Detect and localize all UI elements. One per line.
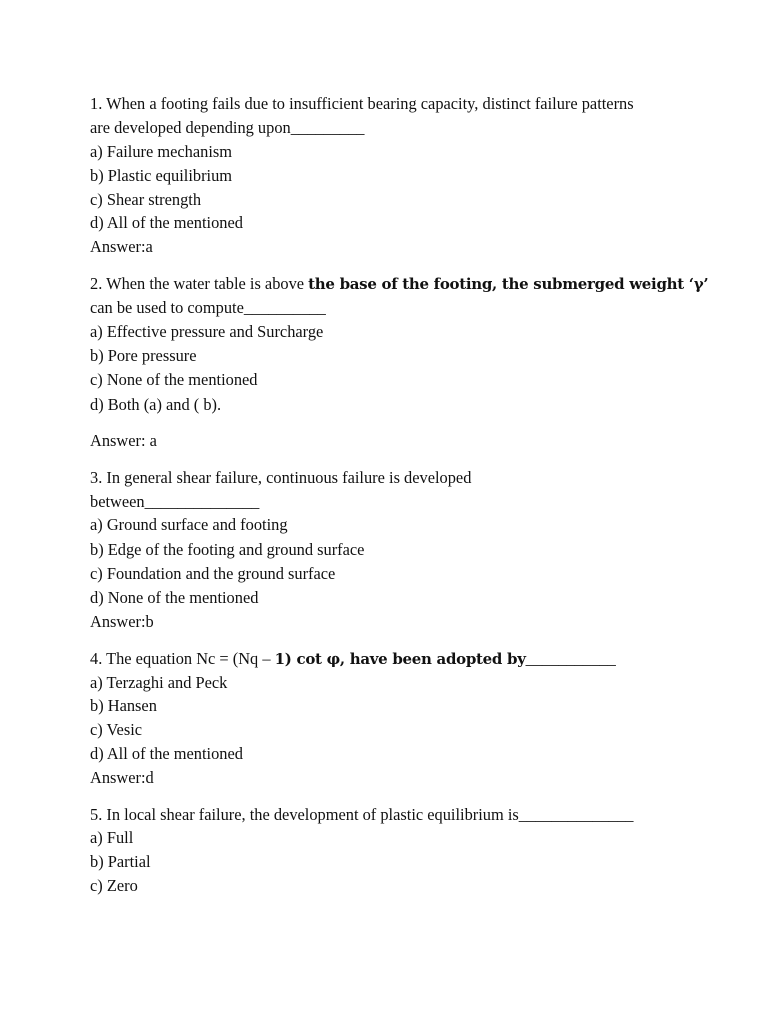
question-4-stem-bold: 1) cot φ, have been adopted by — [274, 650, 526, 668]
question-4-stem-plain: 4. The equation Nc = (Nq – — [90, 649, 275, 668]
question-3-stem-line-2: between______________ — [90, 492, 260, 511]
question-1-stem-line-1: 1. When a footing fails due to insufficient bearing capacity, distinct failure patterns — [90, 94, 634, 113]
question-3-option-b: b) Edge of the footing and ground surface — [90, 540, 365, 559]
question-2-stem-line-1 — [90, 274, 708, 294]
question-1-option-a: a) Failure mechanism — [90, 142, 233, 161]
question-2-stem-plain: 2. When the water table is above — [90, 274, 309, 293]
question-2-stem-line-2: can be used to compute__________ — [90, 298, 326, 317]
question-2-option-d: d) Both (a) and ( b). — [90, 395, 222, 414]
question-4-stem-line-1 — [90, 649, 616, 669]
question-4-option-b: b) Hansen — [90, 696, 157, 715]
question-1-option-b: b) Plastic equilibrium — [90, 166, 233, 185]
question-1-option-d: d) All of the mentioned — [90, 213, 243, 232]
question-2-option-b: b) Pore pressure — [90, 346, 197, 365]
question-2-option-a: a) Effective pressure and Surcharge — [90, 322, 324, 341]
question-4-stem-blank: ___________ — [525, 649, 616, 668]
question-5-option-c: c) Zero — [90, 876, 138, 895]
question-3-option-c: c) Foundation and the ground surface — [90, 564, 336, 583]
question-4-answer: Answer:d — [90, 768, 154, 787]
question-5-stem-line-1: 5. In local shear failure, the development of plastic equilibrium is______________ — [90, 805, 634, 824]
question-1-option-c: c) Shear strength — [90, 190, 202, 209]
question-2-stem-bold: the base of the footing, the submerged weight ‘γ’ — [308, 275, 709, 293]
question-4-option-c: c) Vesic — [90, 720, 143, 739]
question-5-option-b: b) Partial — [90, 852, 151, 871]
question-1-stem-line-2: are developed depending upon_________ — [90, 118, 365, 137]
question-4-option-a: a) Terzaghi and Peck — [90, 673, 228, 692]
question-4-option-d: d) All of the mentioned — [90, 744, 243, 763]
question-2-option-c: c) None of the mentioned — [90, 370, 258, 389]
question-3-option-a: a) Ground surface and footing — [90, 515, 288, 534]
question-3-stem-line-1: 3. In general shear failure, continuous failure is developed — [90, 468, 472, 487]
question-2-answer: Answer: a — [90, 431, 157, 450]
question-5-option-a: a) Full — [90, 828, 134, 847]
question-3-option-d: d) None of the mentioned — [90, 588, 259, 607]
question-3-answer: Answer:b — [90, 612, 154, 631]
question-1-answer: Answer:a — [90, 237, 153, 256]
